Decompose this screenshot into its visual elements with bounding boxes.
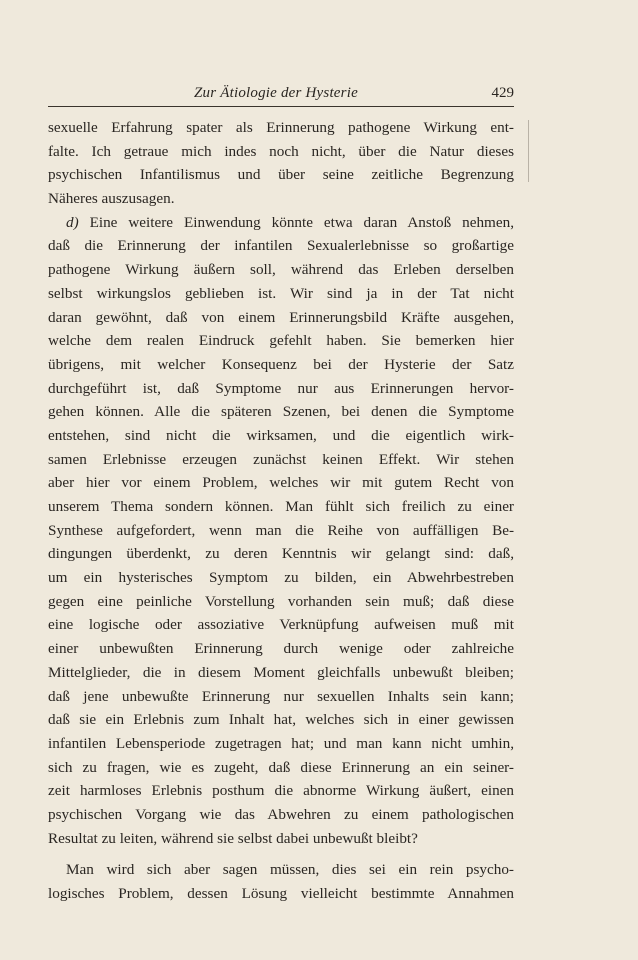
margin-mark: [528, 120, 529, 182]
text-line: gehen können. Alle die späteren Szenen, bei denen die Symptome: [48, 403, 514, 421]
text-line: Näheres auszusagen.: [48, 190, 175, 208]
text-line: durchgeführt ist, daß Symptome nur aus Erinnerungen hervor-: [48, 379, 514, 397]
text-line: Man wird sich aber sagen müssen, dies sei ein rein psycho-: [66, 861, 514, 879]
text-line: psychischen Infantilismus und über seine zeitliche Begrenzung: [48, 166, 514, 184]
paragraph: [48, 211, 514, 851]
text-line: d) Eine weitere Einwendung könnte etwa daran Anstoß nehmen,: [66, 213, 514, 231]
text-line: Synthese aufgefordert, wenn man die Reihe von auffälligen Be-: [48, 521, 514, 539]
text-line: daran gewöhnt, daß von einem Erinnerungsbild Kräfte ausgehen,: [48, 308, 514, 326]
text-line: selbst wirkungslos geblieben ist. Wir sind ja in der Tat nicht: [48, 284, 514, 302]
section-marker: d): [66, 213, 79, 231]
text-line: zeit harmloses Erlebnis posthum die abnorme Wirkung äußert, einen: [48, 782, 514, 800]
paragraph: [48, 858, 514, 905]
text-line: Mittelglieder, die in diesem Moment gleichfalls unbewußt bleiben;: [48, 663, 514, 681]
text-line: aber hier vor einem Problem, welches wir mit gutem Recht von: [48, 474, 514, 492]
text-line: daß die Erinnerung der infantilen Sexualerlebnisse so großartige: [48, 237, 514, 255]
running-header: [48, 84, 514, 107]
text-line: entstehen, sind nicht die wirksamen, und die eigentlich wirk-: [48, 426, 514, 444]
text-line: samen Erlebnisse erzeugen zunächst keinen Effekt. Wir stehen: [48, 450, 514, 468]
text-line: infantilen Lebensperiode zugetragen hat; und man kann nicht umhin,: [48, 734, 514, 752]
text-line: eine logische oder assoziative Verknüpfung aufweisen muß mit: [48, 616, 514, 634]
text-line: pathogene Wirkung äußern soll, während das Erleben derselben: [48, 261, 514, 279]
text-line: dingungen überdenkt, zu deren Kenntnis wir gelangt sind: daß,: [48, 545, 514, 563]
header-title: Zur Ätiologie der Hysterie: [194, 85, 358, 101]
text-line: welche dem realen Eindruck gefehlt haben. Sie bemerken hier: [48, 332, 514, 350]
text-line: logisches Problem, dessen Lösung vielleicht bestimmte Annahmen: [48, 885, 514, 902]
paragraph: [48, 116, 514, 211]
text-line: übrigens, mit welcher Konsequenz bei der Hysterie der Satz: [48, 355, 514, 373]
text-line: Resultat zu leiten, während sie selbst dabei unbewußt bleibt?: [48, 829, 418, 847]
text-line: daß jene unbewußte Erinnerung nur sexuellen Inhalts sein kann;: [48, 687, 514, 705]
text-line: einer unbewußten Erinnerung durch wenige oder zahlreiche: [48, 640, 514, 658]
text-line: um ein hysterisches Symptom zu bilden, ein Abwehrbestreben: [48, 569, 514, 587]
text-line: daß sie ein Erlebnis zum Inhalt hat, welches sich in einer gewissen: [48, 711, 514, 729]
text-line: gegen eine peinliche Vorstellung vorhanden sein muß; daß diese: [48, 592, 514, 610]
text-line: unserem Thema sondern können. Man fühlt sich freilich zu einer: [48, 498, 514, 515]
paragraph-gap: [48, 850, 514, 858]
text-line: sexuelle Erfahrung spater als Erinnerung pathogene Wirkung ent-: [48, 119, 514, 136]
text-line: psychischen Vorgang wie das Abwehren zu einem pathologischen: [48, 805, 514, 823]
page-number: 429: [491, 85, 514, 101]
text-body: [48, 116, 514, 906]
text-line: falte. Ich getraue mich indes noch nicht, über die Natur dieses: [48, 142, 514, 160]
text-line: sich zu fragen, wie es zugeht, daß diese Erinnerung an ein seiner-: [48, 758, 514, 776]
